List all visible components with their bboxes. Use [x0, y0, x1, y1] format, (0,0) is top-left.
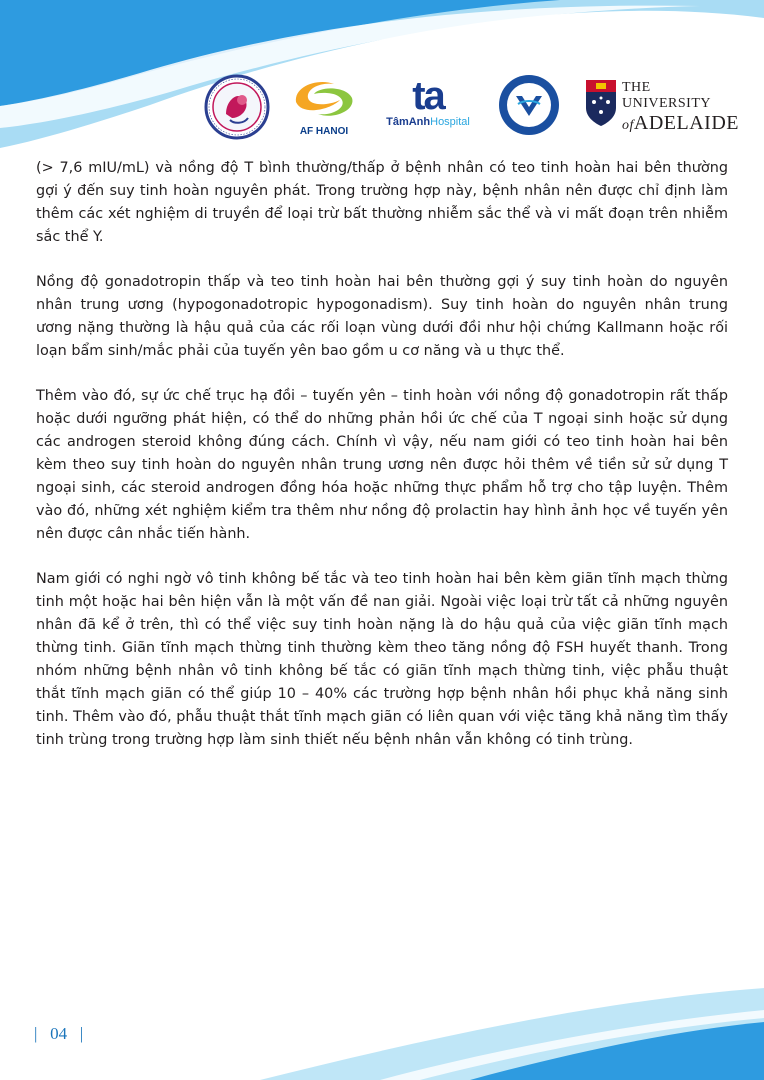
tam-anh-caption-sub: Hospital [430, 116, 470, 128]
bottom-wave-decoration [0, 970, 764, 1080]
af-hanoi-logo [288, 76, 360, 140]
paragraph-1: (> 7,6 mIU/mL) và nồng độ T bình thường/thấp ở bệnh nhân có teo tinh hoàn hai bên thường gợi ý đến suy tinh hoàn nguyên phát. Trong trường hợp này, bệnh nhân nên được chỉ định làm thêm các xét nghiệm di truyền để loại trừ bất thường nhiễm sắc thể và vi mất đoạn trên nhiễm sắc thể Y. [36, 160, 728, 245]
adelaide-crest-icon [584, 78, 618, 128]
footer-separator-right: | [79, 1024, 84, 1043]
tam-anh-mark: ta [412, 74, 444, 118]
paragraph-3: Thêm vào đó, sự ức chế trục hạ đồi – tuyến yên – tinh hoàn với nồng độ gonadotropin rất thấp hoặc dưới ngưỡng phát hiện, có thể do những phản hồi ức chế của T ngoại sinh hoặc sử dụng các androgen steroid không đúng cách. Chính vì vậy, nếu nam giới có teo tinh hoàn hai bên kèm theo suy tinh hoàn do nguyên nhân trung ương nên được hỏi thêm về tiền sử sử dụng T ngoại sinh, các steroid androgen đồng hóa hoặc những thực phẩm hỗ trợ cho tập luyện. Thêm vào đó, những xét nghiệm kiểm tra thêm như nồng độ prolactin hay hình ảnh học về tuyến yên nên được cân nhắc tiến hành. [36, 388, 728, 542]
af-hanoi-caption: AF HANOI [299, 126, 349, 137]
page-number: 04 [50, 1024, 68, 1043]
tam-anh-logo [380, 76, 476, 140]
tam-anh-caption-main: TâmAnh [386, 116, 431, 128]
adelaide-line2-prefix: of [622, 118, 634, 133]
footer-separator-left: | [34, 1024, 38, 1043]
paragraph-2: Nồng độ gonadotropin thấp và teo tinh hoàn hai bên thường gợi ý suy tinh hoàn do nguyên nhân trung ương (hypogonadotropic hypogonadism). Suy tinh hoàn do nguyên nhân trung ương nặng thường là hậu quả của các rối loạn vùng dưới đồi như hội chứng Kallmann hoặc rối loạn bẩm sinh/mắc phải của tuyến yên bao gồm u cơ năng và u thực thể. [36, 274, 728, 359]
header-logos [200, 72, 740, 142]
hospital-seal-logo [204, 74, 270, 140]
body-text [36, 157, 728, 774]
university-pharmacy-logo [498, 74, 560, 136]
hospital-seal-icon [204, 74, 270, 140]
adelaide-logo [584, 78, 739, 136]
paragraph-4: Nam giới có nghi ngờ vô tinh không bế tắc và teo tinh hoàn hai bên kèm giãn tĩnh mạch thừng tinh một hoặc hai bên hiện vẫn là một vấn đề nan giải. Ngoài việc loại trừ tất cả những nguyên nhân đã kể ở trên, thì có thể việc suy tinh hoàn nặng là do hậu quả của việc giãn tĩnh mạch thừng tinh. Giãn tĩnh mạch thừng tinh thường kèm theo tăng nồng độ FSH huyết thanh. Trong nhóm những bệnh nhân vô tinh không bế tắc có giãn tĩnh mạch thừng tinh, việc phẫu thuật thắt tĩnh mạch giãn có thể giúp 10 – 40% các trường hợp bệnh nhân hồi phục khả năng sinh tinh. Thêm vào đó, phẫu thuật thắt tĩnh mạch giãn có liên quan với việc tăng khả năng tìm thấy tinh trùng trong trường hợp làm sinh thiết nếu bệnh nhân vẫn không có tinh trùng. [36, 571, 728, 748]
af-hanoi-swoosh-icon [288, 76, 360, 122]
adelaide-line2 [622, 112, 739, 135]
tam-anh-caption [380, 116, 476, 128]
page-footer [34, 1024, 83, 1044]
pharmacy-seal-icon [498, 74, 560, 136]
adelaide-line2-main: ADELAIDE [633, 112, 739, 134]
adelaide-line1: THE UNIVERSITY [622, 80, 711, 111]
